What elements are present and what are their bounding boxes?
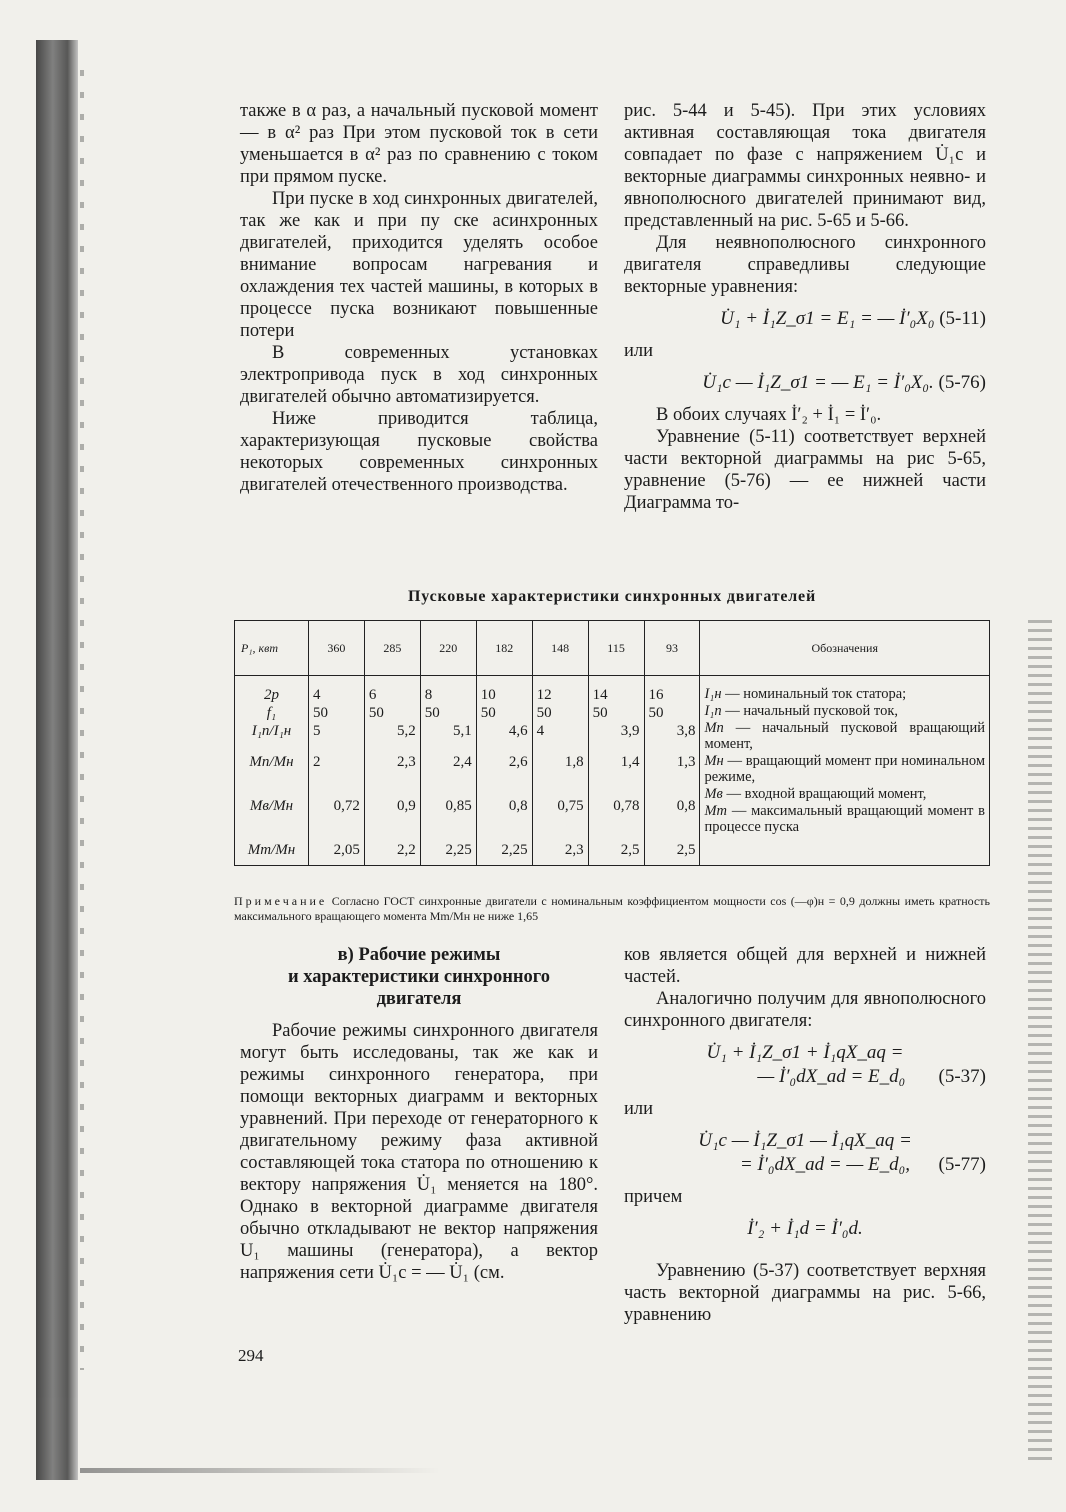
page-number: 294 <box>238 1346 264 1365</box>
table-cell: 2,25 <box>501 842 528 858</box>
power-header: 148 <box>532 621 588 676</box>
equation-5-76 <box>624 372 986 394</box>
legend-text: — вращающий момент при номинальном режиме, <box>704 753 986 785</box>
table-cell: 0,85 <box>445 798 472 814</box>
connector-text: или <box>624 341 654 361</box>
table-cell: 12 <box>536 687 552 703</box>
table-cell: 4 <box>312 687 321 703</box>
table-cell: 50 <box>312 705 328 721</box>
table-cell: 8 <box>424 687 433 703</box>
note-text: Согласно ГОСТ синхронные двигатели с номинальным коэффициентом мощности cos (—φ)н = 0,9 должны иметь кратность максимального вращающего момента Mm/Mн не ниже 1,65 <box>234 894 990 923</box>
table-cell: 0,78 <box>613 798 640 814</box>
equation-number: (5-77) <box>938 1154 986 1175</box>
equation-body: — İ′₀dX_ad = E_d₀ <box>757 1066 906 1087</box>
param-label: Mm/Mн <box>247 842 296 858</box>
table-cell: 16 <box>648 687 664 703</box>
legend-text: — максимальный вращающий момент в процессе пуска <box>704 803 985 835</box>
table-cell: 0,8 <box>676 798 696 814</box>
param-header: P₁, квт <box>235 621 309 676</box>
legend-symbol: Mв <box>704 786 723 802</box>
table-cell: 2,05 <box>333 842 360 858</box>
table-cell: 2,5 <box>620 842 640 858</box>
table-cell: 5 <box>312 723 321 739</box>
connector-text: причем <box>624 1187 683 1207</box>
legend-cell <box>700 676 990 866</box>
scan-bottom-shadow <box>80 1468 440 1473</box>
table-cell: 0,9 <box>397 798 416 814</box>
table-cell: 2,5 <box>676 842 696 858</box>
table-cell: 10 <box>480 687 496 703</box>
table-cell: 2,3 <box>564 842 584 858</box>
legend-text: — входной вращающий момент, <box>726 786 927 802</box>
table-cell: 50 <box>536 705 552 721</box>
table-cell: 2,2 <box>397 842 416 858</box>
power-header: 115 <box>588 621 644 676</box>
motor-column-148 <box>532 676 588 866</box>
table-cell: 0,75 <box>557 798 584 814</box>
table-cell: 1,8 <box>564 754 584 770</box>
legend-symbol: Mп <box>704 720 724 736</box>
table-cell: 2,3 <box>397 754 416 770</box>
table-header-row <box>235 621 990 676</box>
table-cell: 5,2 <box>397 723 416 739</box>
table-note <box>234 894 990 924</box>
table-cell: 1,4 <box>620 754 640 770</box>
table-cell: 0,72 <box>333 798 360 814</box>
equation-5-77-line2 <box>624 1154 986 1176</box>
motor-column-115 <box>588 676 644 866</box>
motor-column-182 <box>476 676 532 866</box>
paragraph: ков является общей для верхней и нижней частей. <box>624 945 986 987</box>
table-cell: 3,8 <box>676 723 696 739</box>
heading-line: в) Рабочие режимы <box>337 945 501 965</box>
legend-entry <box>704 753 985 785</box>
equation-number: (5-76) <box>938 372 986 393</box>
legend-entry <box>704 720 985 752</box>
param-labels-cell <box>235 676 309 866</box>
equation-number: (5-37) <box>938 1066 986 1087</box>
legend-symbol: Mн <box>704 753 724 769</box>
table-cell: 2,6 <box>508 754 528 770</box>
paragraph: В современных установках электропривода пуск в ход синхронных двигателей обычно автоматизируется. <box>240 343 598 407</box>
table-cell: 4 <box>536 723 545 739</box>
power-header: 360 <box>308 621 364 676</box>
heading-line: и характеристики синхронного <box>288 967 550 987</box>
table-cell: 2 <box>312 754 321 770</box>
table-cell: 50 <box>424 705 440 721</box>
paragraph: Уравнению (5-37) соответствует верхняя часть векторной диаграммы на рис. 5-66, уравнению <box>624 1261 986 1325</box>
legend-symbol: Mm <box>704 803 728 819</box>
paragraph: В обоих случаях İ′₂ + İ₁ = İ′₀. <box>656 405 882 425</box>
text-column-top-right <box>624 100 986 514</box>
equation-body: U̇₁c — İ₁Z_σ1 = — E₁ = İ′₀X₀. <box>702 372 934 393</box>
scan-edge-noise <box>1028 620 1052 1460</box>
table-cell: 50 <box>480 705 496 721</box>
power-header: 93 <box>644 621 700 676</box>
equation-body: = İ′₀dX_ad = — E_d₀, <box>739 1154 911 1175</box>
param-label: f₁ <box>266 705 277 721</box>
table-body-row <box>235 676 990 866</box>
table-cell: 2,4 <box>452 754 472 770</box>
connector-text: или <box>624 1099 654 1119</box>
legend-entry <box>704 703 985 719</box>
equation-currents: İ′₂ + İ₁d = İ′₀d. <box>747 1218 863 1239</box>
equation-5-77-line1: U̇₁c — İ₁Z_σ1 — İ₁qX_aq = <box>698 1130 912 1151</box>
legend-text: — начальный пусковой вращающий момент, <box>704 720 985 752</box>
table-cell: 2,25 <box>445 842 472 858</box>
legend-entry <box>704 786 985 802</box>
legend-symbol: I₁н <box>704 686 722 702</box>
paragraph: Уравнение (5-11) соответствует верхней части векторной диаграммы на рис 5-65, уравнение (5-76) — ее нижней части Диаграмма то- <box>624 427 986 513</box>
table-cell: 1,3 <box>676 754 696 770</box>
paragraph: Для неявнополюсного синхронного двигателя справедливы следующие векторные уравнения: <box>624 233 986 297</box>
table-cell: 3,9 <box>620 723 640 739</box>
paragraph: Аналогично получим для явнополюсного синхронного двигателя: <box>624 989 986 1031</box>
paragraph: рис. 5-44 и 5-45). При этих условиях активная составляющая тока двигателя совпадает по фазе с напряжением U̇₁c и векторные диаграммы синхронных неявно- и явнополюсного двигателей принимают вид, представленный на рис. 5-65 и 5-66. <box>624 101 986 231</box>
equation-5-37-line2 <box>624 1066 986 1088</box>
equation-number: (5-11) <box>939 308 986 329</box>
table-cell: 0,8 <box>508 798 528 814</box>
table-cell: 5,1 <box>452 723 472 739</box>
text-column-top-left <box>240 100 598 496</box>
legend-entry <box>704 686 985 702</box>
text-column-bottom-right <box>624 944 986 1326</box>
equation-5-37-line1: U̇₁ + İ₁Z_σ1 + İ₁qX_aq = <box>706 1042 904 1063</box>
table-cell: 50 <box>648 705 664 721</box>
starting-characteristics-table <box>234 620 990 866</box>
legend-text: — начальный пусковой ток, <box>725 703 899 719</box>
table-cell: 14 <box>592 687 608 703</box>
equation-body: U̇₁ + İ₁Z_σ1 = E₁ = — İ′₀X₀ <box>720 308 935 329</box>
table-cell: 4,6 <box>508 723 528 739</box>
text-column-bottom-left <box>240 1020 598 1284</box>
power-header: 220 <box>420 621 476 676</box>
power-header: 285 <box>364 621 420 676</box>
param-label: 2p <box>263 687 279 703</box>
table-cell: 6 <box>368 687 377 703</box>
note-label: Примечание <box>234 894 328 908</box>
paragraph: также в α раз, а начальный пусковой момент — в α² раз При этом пусковой ток в сети уменьшается в α² раз по сравнению с током при прямом пуске. <box>240 101 598 187</box>
legend-header: Обозначения <box>700 621 990 676</box>
motor-column-360 <box>308 676 364 866</box>
param-label: Mп/Mн <box>249 754 294 770</box>
book-binding-shadow <box>36 40 78 1480</box>
paragraph: Ниже приводится таблица, характеризующая пусковые свойства некоторых современных синхронных двигателей отечественного производства. <box>240 409 598 495</box>
motor-column-220 <box>420 676 476 866</box>
motor-column-285 <box>364 676 420 866</box>
legend-symbol: I₁п <box>704 703 722 719</box>
heading-line: двигателя <box>376 989 462 1009</box>
legend-entry <box>704 803 985 835</box>
section-heading <box>240 944 598 1010</box>
table-cell: 50 <box>368 705 384 721</box>
table-cell: 50 <box>592 705 608 721</box>
paragraph: При пуске в ход синхронных двигателей, так же как и при пу ске асинхронных двигателей, приходится уделять особое внимание вопросам нагревания и охлаждения тех частей машины, в которых в процессе пуска возникают повышенные потери <box>240 189 598 341</box>
param-label: I₁п/I₁н <box>251 723 292 739</box>
motor-column-93 <box>644 676 700 866</box>
table-title: Пусковые характеристики синхронных двигателей <box>408 588 816 605</box>
equation-5-11 <box>624 308 986 330</box>
paragraph: Рабочие режимы синхронного двигателя могут быть исследованы, так же как и режимы синхронного генератора, при помощи векторных диаграмм и векторных уравнений. При переходе от генераторного к двигательному режиму фаза активной составляющей тока статора по отношению к вектору напряжения U̇₁ меняется на 180°. Однако в векторной диаграмме двигателя обычно откладывают не вектор напряжения U₁ машины (генератора), а вектор напряжения сети U̇₁c = — U̇₁ (см. <box>240 1021 598 1283</box>
legend-text: — номинальный ток статора; <box>725 686 907 702</box>
power-header: 182 <box>476 621 532 676</box>
param-label: Mв/Mн <box>249 798 294 814</box>
